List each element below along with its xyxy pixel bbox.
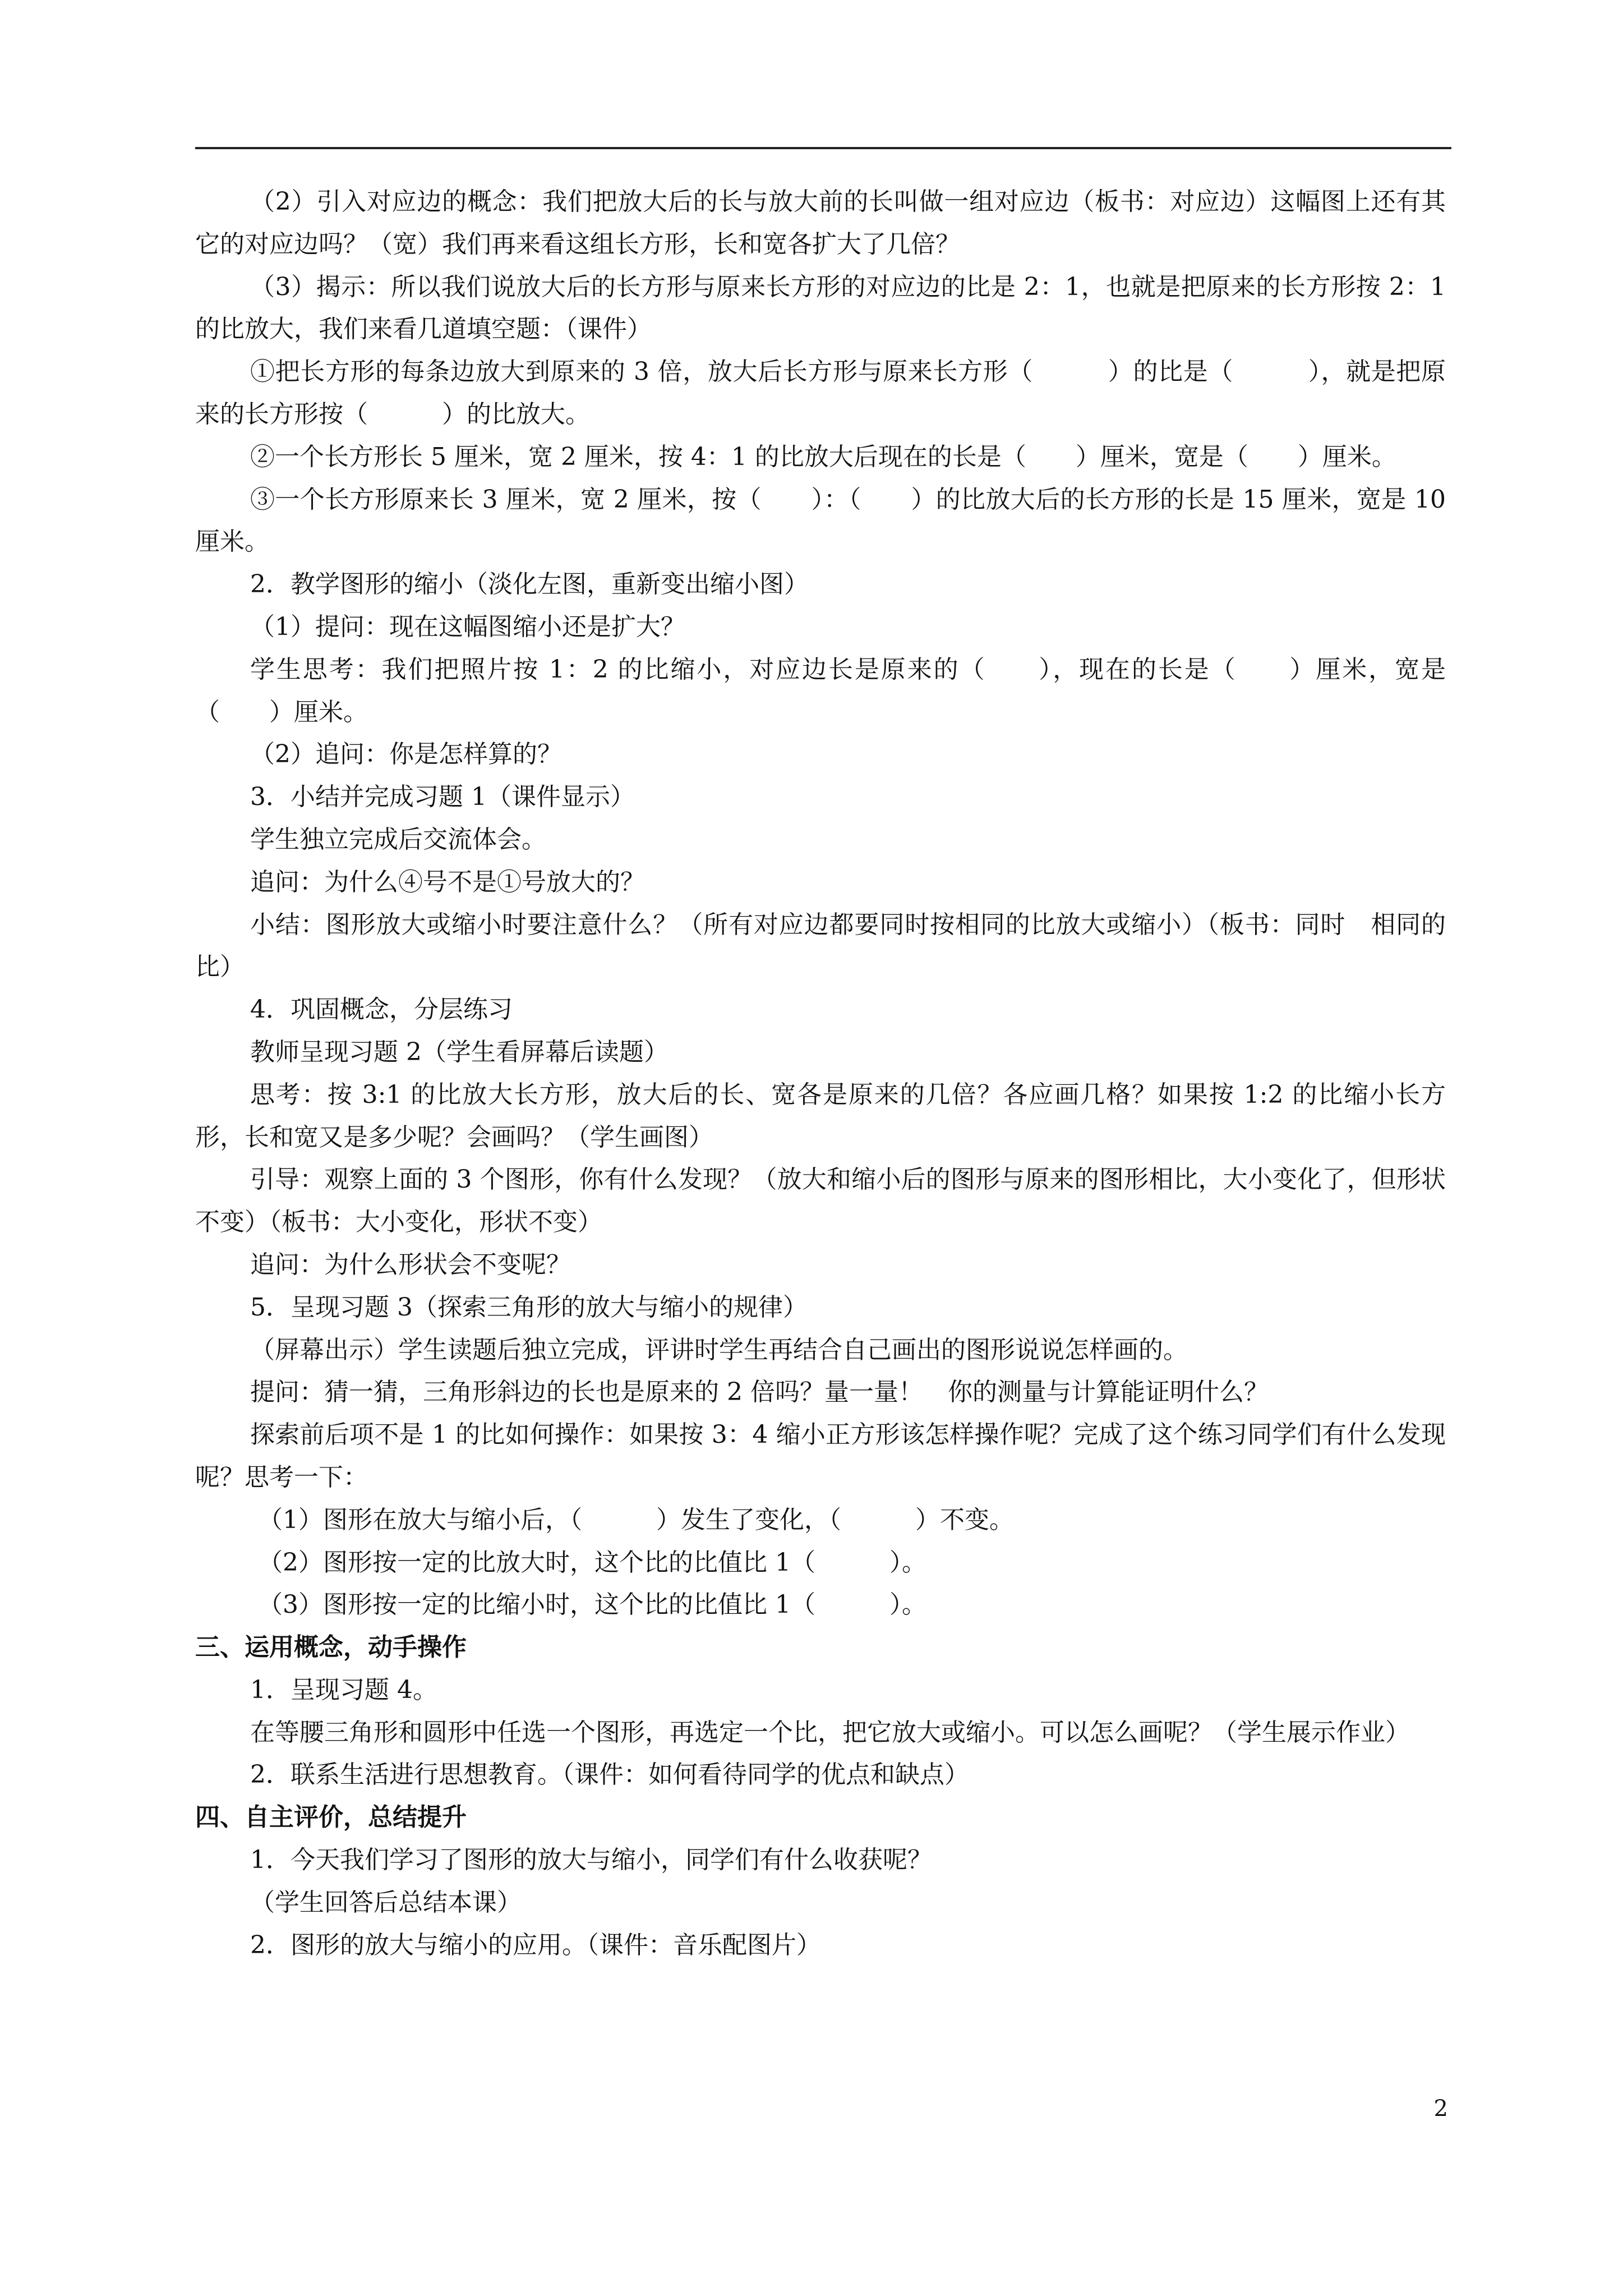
paragraph: 在等腰三角形和圆形中任选一个图形，再选定一个比，把它放大或缩小。可以怎么画呢？（学生展示作业） [250,1718,1410,1747]
document-body [195,181,1454,1966]
paragraph: 学生独立完成后交流体会。 [250,825,546,854]
paragraph: 小结：图形放大或缩小时要注意什么？（所有对应边都要同时按相同的比放大或缩小）（板书：同时 相同的比） [195,910,1446,982]
paragraph: 2．联系生活进行思想教育。（课件：如何看待同学的优点和缺点） [250,1760,969,1789]
paragraph: 5．呈现习题 3（探索三角形的放大与缩小的规律） [250,1292,808,1322]
paragraph: 4．巩固概念，分层练习 [250,995,513,1024]
paragraph: 教师呈现习题 2（学生看屏幕后读题） [250,1037,668,1066]
paragraph: 1．今天我们学习了图形的放大与缩小，同学们有什么收获呢？ [250,1846,932,1875]
paragraph: （3）图形按一定的比缩小时，这个比的比值比 1（ ）。 [258,1590,926,1619]
page-number: 2 [1433,2096,1448,2122]
paragraph: 2．教学图形的缩小（淡化左图，重新变出缩小图） [250,570,809,599]
paragraph: 思考：按 3:1 的比放大长方形，放大后的长、宽各是原来的几倍？各应画几格？如果按 1:2 的比缩小长方形，长和宽又是多少呢？会画吗？（学生画图） [195,1080,1446,1152]
paragraph: （学生回答后总结本课） [250,1888,522,1917]
paragraph: （1）图形在放大与缩小后，（ ）发生了变化，（ ）不变。 [258,1505,1014,1534]
paragraph: ②一个长方形长 5 厘米，宽 2 厘米，按 4：1 的比放大后现在的长是（ ）厘米，宽是（ ）厘米。 [250,442,1396,471]
paragraph: 3．小结并完成习题 1（课件显示） [250,783,635,812]
paragraph: 引导：观察上面的 3 个图形，你有什么发现？（放大和缩小后的图形与原来的图形相比，大小变化了，但形状不变）（板书：大小变化，形状不变） [195,1165,1446,1237]
paragraph: （屏幕出示）学生读题后独立完成，评讲时学生再结合自己画出的图形说说怎样画的。 [250,1335,1188,1364]
paragraph: ③一个长方形原来长 3 厘米，宽 2 厘米，按（ ）：（ ）的比放大后的长方形的长是 15 厘米，宽是 10 厘米。 [195,485,1454,556]
paragraph: （2）引入对应边的概念：我们把放大后的长与放大前的长叫做一组对应边（板书：对应边）这幅图上还有其它的对应边吗？（宽）我们再来看这组长方形，长和宽各扩大了几倍？ [195,187,1446,259]
paragraph: 1．呈现习题 4。 [250,1675,437,1704]
paragraph: （2）追问：你是怎样算的？ [250,740,562,769]
section-heading: 三、运用概念，动手操作 [195,1633,467,1662]
paragraph: （2）图形按一定的比放大时，这个比的比值比 1（ ）。 [258,1548,926,1577]
paragraph: 2．图形的放大与缩小的应用。（课件：音乐配图片） [250,1930,821,1959]
section-heading: 四、自主评价，总结提升 [195,1803,467,1832]
paragraph: 追问：为什么形状会不变呢？ [250,1250,571,1279]
paragraph: ①把长方形的每条边放大到原来的 3 倍，放大后长方形与原来长方形（ ）的比是（ ），就是把原来的长方形按（ ）的比放大。 [195,357,1446,429]
paragraph: 学生思考：我们把照片按 1：2 的比缩小，对应边长是原来的（ ），现在的长是（ ）厘米，宽是（ ）厘米。 [195,655,1446,726]
paragraph: 提问：猜一猜，三角形斜边的长也是原来的 2 倍吗？量一量！ 你的测量与计算能证明什么？ [250,1378,1269,1407]
paragraph: （1）提问：现在这幅图缩小还是扩大？ [250,612,685,641]
paragraph: 追问：为什么④号不是①号放大的？ [250,867,645,896]
paragraph: 探索前后项不是 1 的比如何操作：如果按 3：4 缩小正方形该怎样操作呢？完成了这个练习同学们有什么发现呢？思考一下： [195,1420,1446,1492]
header-rule [195,147,1451,149]
paragraph: （3）揭示：所以我们说放大后的长方形与原来长方形的对应边的比是 2：1，也就是把原来的长方形按 2：1 的比放大，我们来看几道填空题：（课件） [195,272,1454,344]
